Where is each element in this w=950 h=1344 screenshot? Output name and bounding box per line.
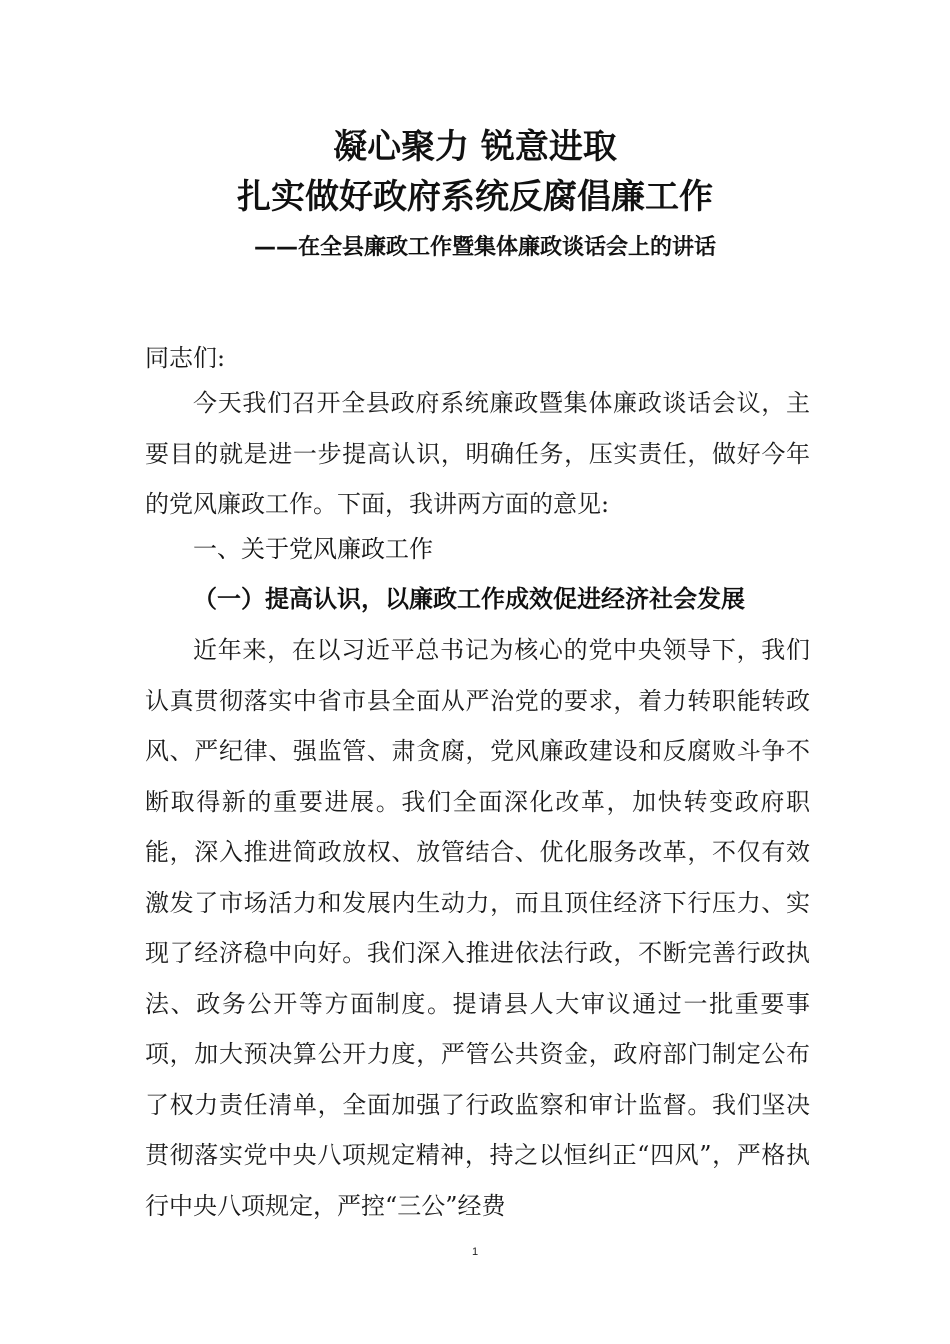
title-line-1: 凝心聚力 锐意进取	[333, 127, 617, 167]
section-heading: 一、关于党风廉政工作	[193, 535, 433, 563]
subtitle: ——在全县廉政工作暨集体廉政谈话会上的讲话	[253, 235, 716, 260]
salutation: 同志们:	[145, 344, 226, 372]
paragraph-body: 近年来，在以习近平总书记为核心的党中央领导下，我们认真贯彻落实中省市县全面从严治党的要求，着力转职能转政风、严纪律、强监管、肃贪腐，党风廉政建设和反腐败斗争不断取得新的重要进展。我们全面深化改革，加快转变政府职能，深入推进简政放权、放管结合、优化服务改革，不仅有效激发了市场活力和发展内生动力，而且顶住经济下行压力、实现了经济稳中向好。我们深入推进依法行政，不断完善行政执法、政务公开等方面制度。提请县人大审议通过一批重要事项，加大预决算公开力度，严管公共资金，政府部门制定公布了权力责任清单，全面加强了行政监察和审计监督。我们坚决贯彻落实党中央八项规定精神，持之以恒纠正“四风”，严格执行中央八项规定，严控“三公”经费	[145, 636, 810, 1220]
subsection-heading: （一）提高认识，以廉政工作成效促进经济社会发展	[193, 584, 745, 613]
page-number: 1	[471, 1246, 479, 1258]
title-line-2: 扎实做好政府系统反腐倡廉工作	[237, 177, 713, 217]
paragraph-intro: 今天我们召开全县政府系统廉政暨集体廉政谈话会议，主要目的就是进一步提高认识，明确任务，压实责任，做好今年的党风廉政工作。下面，我讲两方面的意见:	[145, 389, 810, 518]
